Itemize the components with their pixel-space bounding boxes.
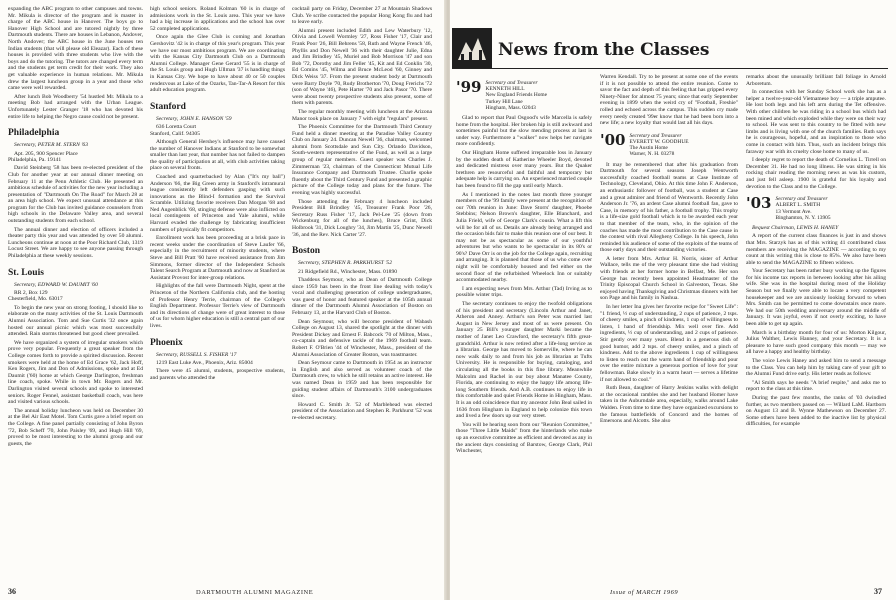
left-column-1 (8, 6, 143, 449)
news-from-classes-emblem-icon (452, 28, 492, 68)
paragraph: Warren Kendall. Try to be present at some one of the events if it is not possible to attend the entire reunion. Come to savor the fact and depth of this feeling that has gripped every Ninety-Niner for almost 75 years; since that early September evening in 1899 when the weird cry of "Football, Freshie" rolled and echoed across the campus. This sudden cry made every needy created '99er know that he had been born into a new life; a new loyalty that would last all his days. (600, 74, 738, 127)
paragraph: "Al Smith says he needs "A brief respite," and asks me to report to the class at this time. (746, 379, 886, 393)
paragraph: Dean Seymour came to Dartmouth in 1954 as an instructor in English and also served as volunteer coach of the Dartmouth crew, to which he still retains an active interest. He was named Dean in 1959 and has been responsible for guiding student affairs of Dartmouth's 3100 undergraduates since. (292, 360, 432, 400)
secretary-title: Secretary and Treasurer (485, 80, 538, 86)
paragraph: expanding the ABC program to other campuses and towns. Mr. Mikula is director of the program and is master in charge of the ABC house in Hanover. The boys go to Hanover High School and are tutored nightly by three Dartmouth students. There are houses in Lebanon, Andover, North Andover; the ABC house in the June houses ten Indian students (that will please old Eleazar). Each of these houses is provided with three students who live with the boys and do the tutoring. The tutors are changed every term and the students get term credit for their work. They also get valuable experience in human relations. Mr. Mikula drew the largest luncheon group in a year and those who came were well rewarded. (8, 6, 143, 92)
paragraph: To begin the new year on strong footing, I should like to elaborate on the many activities of the St. Louis Dartmouth Alumni Association. Tom and Sue Curtis '32 once again hosted our annual picnic which was most successfully attended. Rain storms threatened but good cheer prevailed. (8, 304, 143, 338)
bequest-chairman-line: Bequest Chairman, LEWIS H. HANEY (752, 224, 839, 231)
section-title-philadelphia: Philadelphia (8, 128, 60, 139)
paragraph: In connection with her Sunday School work she has as a helper a twelve-year-old Vietnamese boy — a triple amputee. He lost both legs and his left arm during the Tet offensive. With other children he was riding in a school bus which had been mined and which exploded while they were on their way to school. He was sent to this country to be fitted with new limbs and is living with one of the church families. Ruth says he is courageous, hopeful, and an inspiration to those who come in contact with him. Thus, such an incident brings this faraway war with its cruelty close home to many of us. (746, 89, 886, 155)
secretary-line: Secretary, STEPHEN R. PARKHURST '52 (298, 260, 393, 267)
paragraph: Although General Hershey's influence may have caused the number of Hanover Indians at Stanford to be somewhat smaller than last year, that number has not failed to dampen the quality of participation at all, with club activities taking place on several fronts. (150, 138, 285, 172)
paragraph: high school seniors. Roland Kolman '60 is in charge of admissions work in the St. Louis area. This year we have had a big increase in applications and the school has over 52 completed applications. (150, 6, 285, 32)
page-number-right: 37 (874, 587, 882, 596)
paragraph: Your Secretary has been rather busy working up the figures for his income tax reports in between looking after his ailing wife. She was in the hospital during most of the Holiday Season but we finally were able to locate a very competent housekeeper and we are anxiously looking forward to when Mrs. Smith can be permitted to come downstairs once more. We had our 50th wedding anniversary around the middle of January. It was joyful, even if not overly exciting, to have been able to get up again. (746, 268, 886, 328)
address-line: 21 Ridgefield Rd., Winchester, Mass. 01890 (298, 268, 398, 275)
paragraph: I am expecting news from Mrs. Arthur (Tad) Irving as to possible winter trips. (456, 285, 592, 299)
secretary-title: Secretary and Treasurer (629, 132, 682, 139)
paragraph: March is a birthday month for four of us: Morton Kilgour, Julius Walther, Lewis Hanney, and your Secretary. It is a pleasure to have such good company this month — may we all have a happy and healthy birthday. (746, 329, 886, 356)
address-line: 1219 East Luke Ave., Phoenix, Ariz. 85004 (156, 359, 253, 366)
paragraph: The voice Lewis Haney and asked him to send a message to the Class. You can help him by taking care of your gift to the Alumni Fund drive early. His letter reads as follows: (746, 358, 886, 378)
paragraph: cocktail party on Friday, December 27 at Mountain Shadows Club. Ye scribe contacted the popular Hong Kong flu and had to leave early. (292, 6, 432, 26)
paragraph: The annual holiday luncheon was held on December 30 at the Bel Air East Motel. Tom Curtis gave a brief report on the College. A fine panel partially consisting of John Byron '72, Bob Scheff '70, John Paisley '69, and Hugh Hill '69, proved to be most interesting to the alumni group and our guests, the (8, 407, 143, 447)
address-line: Apt. 205, 900 Spencer Place Philadelphia, Pa. 19141 (8, 150, 78, 163)
paragraph: As I mentioned in the notes last month three younger members of the '99 family were present at the recognition of our 70th reunion in June: Dave Storrs' daughter, Phoebe Stebbins; Nelson Brown's daughter, Elle Blanchard, and Julia Frield, wife of George Clark's cousin. What a lift this will be for all of us. Details are already being arranged and the occasion bids fair to make this reunion one of our best. It may not be as spectacular as some of our youthful adventures but who wants to be spectacular in its 80's or 90's? Dave Orr is on the job for the College again, recruiting and arranging. It is planned that those of us who come over night will be comfortably housed and fed either on the second floor of the refurbished Wheelock Inn or suitably accommodated nearby. (456, 191, 592, 284)
secretary-name: KENNETH HILL (485, 86, 525, 93)
secretary-address: New England Friends Home Turkey Hill Lane Hingham, Mass. 02043 (485, 92, 548, 111)
secretary-title: Secretary and Treasurer (775, 196, 828, 203)
paragraph: Thaddeus Seymour, who as Dean of Dartmouth College since 1959 has been in the front line dealing with today's vocal and challenging generation of college undergraduates, was guest of honor and featured speaker at the 105th annual dinner of the Dartmouth Alumni Association of Boston on February 13, at the Harvard Club of Boston. (292, 277, 432, 316)
class-header-1900 (600, 130, 738, 158)
paragraph: It may be remembered that after his graduation from Dartmouth for several seasons Joseph Wentworth successfully coached football teams at Case Institute of Technology, Cleveland, Ohio. At this time John F. Anderson, an enthusiastic follower of football, was a student at Case and a great admirer and friend of Wentworth. Recently John Anderson Jr. '76, an ardent Case alumni football fan, gave to Case, in memory of his father, a football trophy. This trophy is a life-size gold football which is to be awarded each year to that member of the team, who, in the opinion of the coaches has made the most contribution to the Case cause in the contest with rival Allegheny College. In his speech, John reminded his audience of some of the exploits of the teams of those early days and their outstanding victories. (600, 161, 738, 254)
left-column-2 (150, 6, 285, 384)
footer-magazine-title: DARTMOUTH ALUMNI MAGAZINE (196, 589, 314, 596)
paragraph: A letter from Mrs. Arthur H. Norris, sister of Arthur Wallace, tells me of the very pleasant time she had visiting with friends at her former home in Belfast, Me. Her son George has recently been appointed Headmaster of the Trinity Episcopal Church School in Galveston, Texas. She enjoyed having Thanksgiving and Christmas dinners with her son Page and his family in Nashua. (600, 255, 738, 302)
paragraph: There were 45 alumni, students, prospective students, and parents who attended the (150, 368, 285, 381)
paragraph: Ruth Bean, daughter of Harry Jenkins walks with delight at the occasional rambles she and her husband Homer have taken in the Auburndale area, especially, walks around Lake Walden. From time to time they have organized excursions to the famous battlefields of Concord and the homes of Emersons and Alcotts. She also (600, 385, 738, 425)
right-column-1 (456, 74, 592, 457)
paragraph: In her letter Ina gives her favorite recipe for "Sweet Life": "1 friend, ½ cup of understanding, 2 cups of patience, 2 tsps. of cheery smiles, a pinch of kindness, 1 cup of willingness to listen, 1 hand of friendship. Mix well over fire. Add ingredients, ½ cup of understanding, and 2 cups of patience. Stir gently over many years. Blend in a generous dish of good humor, add 2 tsps. of cheery smiles, and a pinch of kindness. Add to the above ingredients 1 cup of willingness to listen to reach out the warm hand of friendship and pour over the entire mixture a generous portion of love for your fellowman. Bake slowly in a warm heart — serves a lifetime if not allowed to cool." (600, 304, 738, 383)
paragraph: Glad to report that Paul Osgood's wife Marcella is safely home from the hospital. Her broken hip is still awkward and sometimes painful but the slow mending process at last is under way. Furthermore a "walker" now helps her navigate more confidently. (456, 115, 592, 148)
class-header-1903 (746, 196, 886, 221)
secretary-address: 13 Vermont Ave. Binghamton, N. Y. 13905 (775, 208, 831, 221)
class-year: '99 (456, 78, 482, 96)
paragraph: Our Hingham Home suffered irreparable loss in January by the sudden death of Katherine Wheeler Boyd, devoted and dedicated mistress over many years. But the Quaker brethren are resourceful and faithful and temporary but adequate help is carrying on. An experienced married couple has been found to fill the gap until early March. (456, 149, 592, 189)
paragraph: The regular monthly meeting with luncheon at the Arizona Manor took place on January 7 with eight "regulars" present. (292, 108, 432, 122)
address-line: 636 Loretta Court Stanford, Calif. 94305 (150, 124, 201, 137)
page-number-left: 36 (8, 587, 16, 596)
paragraph: Those attending the February 4 luncheon included President Bill Brindley '45, Treasurer Frank Poor '26, Secretary Russ Fisher '17, Jack Pel-Lee '25 (down from Wickenburg for all of the lunches), Bruce Grint, Dick Holbrook '31, Dick Loughry '34, Jim Martin '25, Dunc Newell '36, and the Rev. Nick Carter '27. (292, 198, 432, 238)
paragraph: I deeply regret to report the death of Cornelius L. Tirrell on December 31. He had no long illness. He was sitting in his rocking chair reading the morning news as was his custom, and just fell asleep. 1900 is grateful for his loyalty and devotion to the Class and to the College. (746, 157, 886, 190)
right-column-3 (746, 74, 886, 430)
paragraph: remarks about the unusually brilliant fall foliage in Arnold Arboretum. (746, 74, 886, 87)
section-title-boston: Boston (292, 246, 320, 257)
paragraph: Once again the Glee Club is coming and Jonathan Gershovitz '42 is in charge of this year's program. This year we have our most ambitious program. We are coordinating with the Kansas City Dartmouth Club on a Dartmouth Alumni College. Manager Gene Gerard '55 is in charge of the St. Louis group and Hugh Ullman '37 is handling things in Kansas City. We hope to have about 40 or 50 couples rendezvous at Lake of the Ozarks, Tan-Tar-A Resort for this adult education program. (150, 34, 285, 94)
page-headline: News from the Classes (498, 40, 710, 60)
footer-issue-date: Issue of MARCH 1969 (610, 589, 679, 596)
paragraph: After lunch Bob Woodberry '54 hustled Mr. Mikula to a meeting Bob had arranged with the Urban League. Unfortunately Lester Granger '18 who has devoted his entire life to helping the Negro cause could not be present. (8, 93, 143, 120)
secretary-line: Secretary, EDWARD W. DAUMIT '60 (14, 281, 98, 288)
secretary-name: EVERETT W. GOODHUE (629, 138, 689, 145)
paragraph: Coached and quarterbacked by Alan ("It's my ball") Anderson '66, the Big Green army in Stanford's intramural league consistently left defenders gasping with such innovations as the Blind-I formation and the Survival Scramble. Utilizing favorite receivers Dan Morgan '68 and Ned Augenblick '68, stinging defense were also inflicted on local contingents of Princeton and Yale alumni, while Harvard evaded the challenge by fabricating insufficient numbers of physically fit competitors. (150, 173, 285, 233)
left-page (0, 0, 446, 600)
paragraph: You will be hearing soon from our "Reunion Committee," those "Three Little Maids" from the hinterlands who make up an executive committee as efficient and devoted as any in the ancient days consisting of Barstow, George Clark, Phil Winchester, (456, 421, 592, 455)
secretary-line: Secretary, RUSSELL S. FISHER '17 (156, 351, 237, 358)
secretary-line: Secretary, PETER M. STERN '63 (14, 142, 89, 149)
class-header-1899 (456, 80, 592, 111)
right-column-2 (600, 74, 738, 427)
left-column-3 (292, 6, 432, 423)
paragraph: The annual dinner and election of officers included a theater party this year and was attended by over 50 alumni. Luncheons continue at noon at the Poor Richard Club, 1319 Locust Street. We are happy to see anyone passing through Philadelphia at these weekly sessions. (8, 226, 143, 260)
paragraph: Dean Seymour, who will become president of Wabash College on August 13, shared the spotlight at the dinner with President Dickey and Ernest F. Babcock '70 of Milton, Mass., co-captain and defensive tackle of the 1969 football team. Robert F. O'Brien '44 of Winchester, Mass., president of the Alumni Association of Greater Boston, was toastmaster. (292, 318, 432, 358)
headline-rule (452, 68, 888, 69)
section-title-stanford: Stanford (150, 101, 186, 112)
paragraph: Enrollment work has been proceeding at a brisk pace in recent weeks under the coordination of Steve Laufer '66, especially in the recruitment of minority students, where Steve and Bill Pratt '60 have received assistance from Jim Simmons, former director of the Independent Schools Talent Search Program at Dartmouth and now at Stanford as Assistant Provost for inter-group relations. (150, 235, 285, 281)
paragraph: During the past few months, the ranks of '03 dwindled further, as two members passed on — Willard LaM. Hartborn on August 13 and B. Wynne Mathewson on December 27. Some others have been added to the inactive list by physical difficulties, for example (746, 394, 886, 428)
paragraph: Alumni present included Edith and Lew Waterbury '12, Olivia and Lowell Wormley '27, Ross Fisher '17, Clair and Frank Poor '26, Bill Behrens '58, Ruth and Wayne French '46, Phyllis and Don Newell '36 with their daughter Julie, Edna and Jim Brindley '45, Muriel and Bob Morrison '47 and son Bob '72, Dorothy and Jim Feller '45, Kit and Ed Conklin '30, Ed Comins '45, Wilma and Bruce McLeod '60, Ginney and Dick Weiss '37. From the present student body at Dartmouth were Barry Doyle '70, Rudy Brotherton '70, Doug Frerichs '72 (son of Wayne '46), Pete Harter '70 and Jack Pasor '70. There were about twenty prospective students also present, some of them with parents. (292, 27, 432, 107)
paragraph: A report of the current class finances is just in and shows that Mrs. Starzyk has as of this writing 41 contributed class members are receiving the MAGAZINE — according to my count at this writing this is close to 85%. We also have been able to send the MAGAZINE to fifteen widows. (746, 233, 886, 266)
class-year: '00 (600, 130, 626, 149)
paragraph: Howard C. Smith Jr. '52 of Marblehead was elected president of the Association and Stephen R. Parkhurst '52 was re-elected secretary. (292, 401, 432, 421)
paragraph: David Steinberg '58 has been re-elected president of the Club for another year at our annual dinner meeting on February 11 at the Penn Athletic Club. He presented an ambitious schedule of activities for the new year including a presentation of "Dartmouth On The Road" for March 28 at an area high school. We expect unusual attendance at this program for the Club has invited guidance counselors from high schools in the Delaware Valley area, and several outstanding students from each school. (8, 165, 143, 225)
section-title-phoenix: Phoenix (150, 337, 183, 348)
secretary-line: Secretary, JOHN E. HANSON '59 (156, 115, 232, 122)
paragraph: The secretary continues to enjoy the twofold obligations of his president and secretary (Lincoln Arthur and Janet, Atheron and Anney. Arthur's son Peter was married last August in New Jersey and most of us were present. On January 25 Bill's younger daughter Marki became the mother of Janet Leo Crawford, the secretary's fifth great-grandchild. Arthur is now retired after a life-long service as a librarian. George has moved to Somerville, where he can now walk daily to and from his job as librarian at Tufts University. He is responsible for buying, cataloging, and circulating all the books in this fine library. Meanwhile Malcolm and Rachel in our boy about Manatee County, Florida, are continuing to enjoy the happy life among life-long Southern friends. And A.B. continues to enjoy life in this comfortable and quiet Friends Home in Hingham, Mass. It is an odd coincidence that my ancestor John Beal sailed in 1636 from Hingham in England to help colonize this town and lived a few doors up our very street. (456, 301, 592, 420)
section-title-st-louis: St. Louis (8, 267, 44, 278)
secretary-name: ALBERT L. SMITH (775, 202, 821, 209)
secretary-address: The Austin Home Warner, N. H. 03278 (629, 145, 675, 158)
class-year: '03 (746, 194, 772, 213)
paragraph: We have organized a system of irregular smokers which prove very popular. Frequently a great speaker from the College comes forth to provide a spirited discussion. Recent smokers were held at the home of Ed Grace '62, Jack Hoff, Ken Rogers, Jim and Don of Admissions, spoke and at Ed Daumit ('60) home at which George Darlington, freshman line coach, spoke. While in town Mr. Rogers and Mr. Darlington visited several schools and spoke to interested seniors. Roger Fennel, assistant basketball coach, was here and visited various schools. (8, 339, 143, 406)
paragraph: The Phoenix Committee for the Dartmouth Third Century Fund held a dinner meeting at the Paradise Valley Country Club on January 24. Duncan Newell '36, chairman, welcomed alumni from Scottsdale and Sun City. Orlando Davidson, South-western representative of the Fund, as well as a large group of regular members. Guest speaker was Charles J. Zimmerman '23, chairman of the Connecticut Mutual Life Insurance Company and Dartmouth Trustee. Charlie spoke fluently about the Third Century Fund and presented a graphic picture of the College today and plans for the future. The evening was highly successful. (292, 124, 432, 197)
address-line: RR 2, Box 129 Chesterfield, Mo. 63017 (8, 290, 63, 303)
paragraph: Highlights of the fall were Dartmouth Night, spent at the Princeton of the Northern California club, and the hosting of Professor Henry Terrie, chairman of the College's English Department. Professor Terrie's view of Dartmouth and its directions of change were of great interest to those of us for whom higher education is still a central part of our lives. (150, 283, 285, 329)
